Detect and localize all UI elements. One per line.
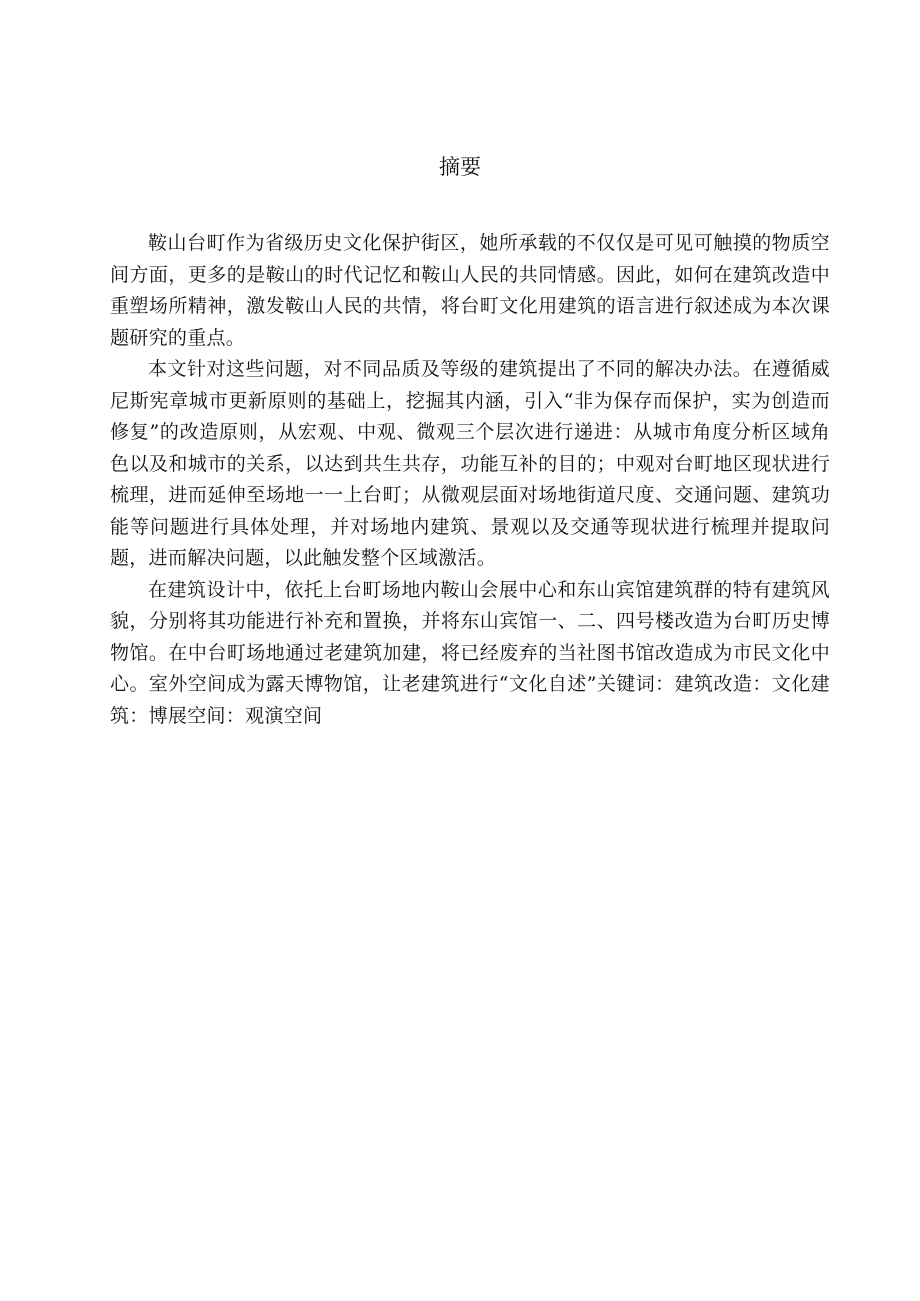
abstract-title: 摘要: [439, 155, 481, 179]
abstract-paragraph-2: 本文针对这些问题，对不同品质及等级的建筑提出了不同的解决办法。在遵循威尼斯宪章城市更新原则的基础上，挖掘其内涵，引入“非为保存而保护，实为创造而修复”的改造原则，从宏观、中观、微观三个层次进行递进：从城市角度分析区域角色以及和城市的关系，以达到共生共存，功能互补的目的；中观对台町地区现状进行梳理，进而延伸至场地一一上台町；从微观层面对场地街道尺度、交通问题、建筑功能等问题进行具体处理，并对场地内建筑、景观以及交通等现状进行梳理并提取问题，进而解决问题，以此触发整个区域激活。: [110, 358, 830, 569]
abstract-paragraph-1: 鞍山台町作为省级历史文化保护街区，她所承载的不仅仅是可见可触摸的物质空间方面，更多的是鞍山的时代记忆和鞍山人民的共同情感。因此，如何在建筑改造中重塑场所精神，激发鞍山人民的共情，将台町文化用建筑的语言进行叙述成为本次课题研究的重点。: [110, 232, 830, 349]
abstract-paragraph-3: 在建筑设计中，依托上台町场地内鞍山会展中心和东山宾馆建筑群的特有建筑风貌，分别将其功能进行补充和置换，并将东山宾馆一、二、四号楼改造为台町历史博物馆。在中台町场地通过老建筑加建，将已经废弃的当社图书馆改造成为市民文化中心。室外空间成为露天博物馆，让老建筑进行“文化自述”关键词：建筑改造：文化建筑：博展空间：观演空间: [110, 578, 830, 727]
abstract-body: [110, 228, 830, 732]
